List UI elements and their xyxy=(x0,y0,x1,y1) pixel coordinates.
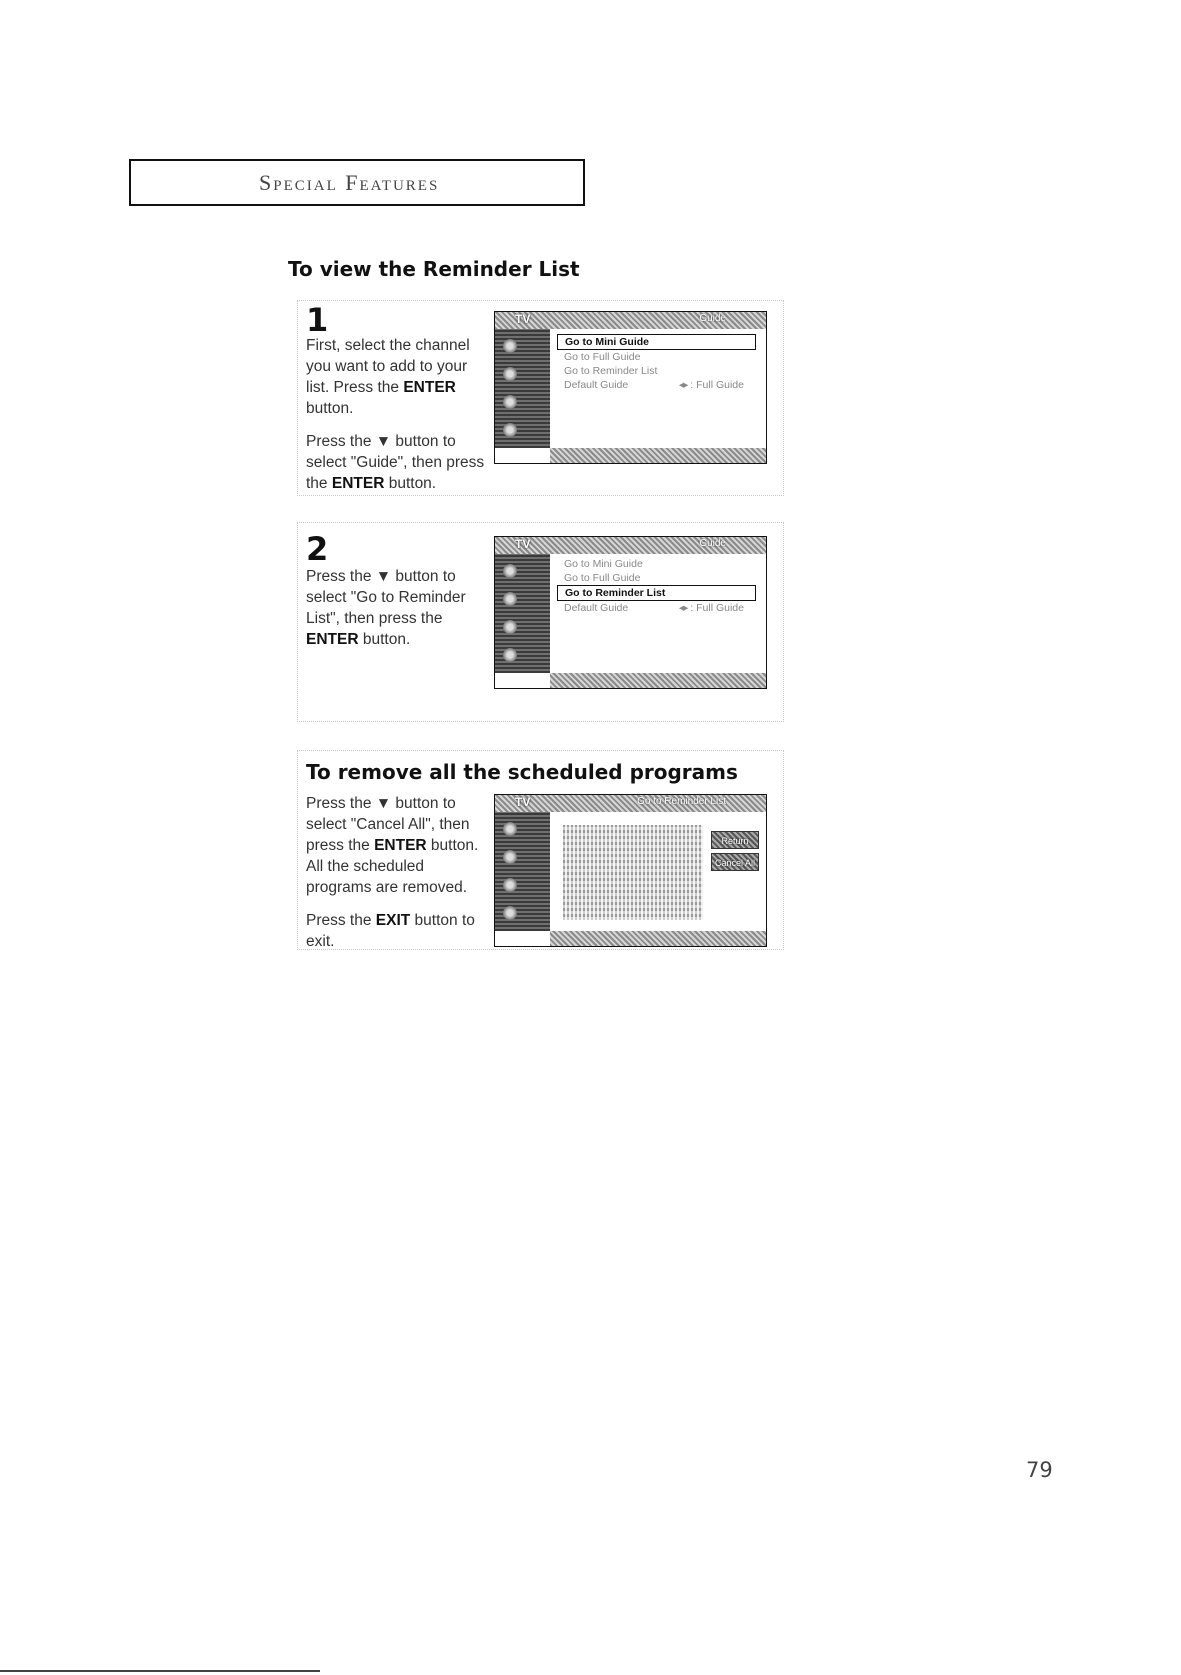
menu-icon xyxy=(503,564,517,578)
step2-para1: Press the ▼ button to select "Go to Reminder List", then press the ENTER button. xyxy=(306,568,466,648)
menu-icon xyxy=(503,822,517,836)
step2-number: 2 xyxy=(306,530,329,568)
screen-title-bar xyxy=(495,312,766,329)
menu-icon xyxy=(503,592,517,606)
menu-item-go-to-reminder-list[interactable]: Go to Reminder List xyxy=(557,585,756,601)
remove-para2: Press the EXIT button to exit. xyxy=(306,912,475,950)
step1-instructions xyxy=(306,335,491,506)
menu-icon xyxy=(503,648,517,662)
reminder-list-screen xyxy=(494,794,767,947)
tv-label: TV xyxy=(515,537,531,551)
screen-side-menu xyxy=(495,812,550,931)
menu-item-go-to-full-guide[interactable]: Go to Full Guide xyxy=(564,351,641,363)
step1-number: 1 xyxy=(306,301,329,339)
reminder-list-area xyxy=(563,825,703,920)
remove-para1: Press the ▼ button to select "Cancel All", then press the ENTER button. All the scheduled programs are removed. xyxy=(306,795,479,896)
step1-para2: Press the ▼ button to select "Guide", then press the ENTER button. xyxy=(306,433,485,492)
menu-icon xyxy=(503,367,517,381)
menu-icon xyxy=(503,423,517,437)
page-number: 79 xyxy=(1026,1458,1053,1482)
return-button[interactable]: Return xyxy=(711,831,759,849)
footer-rule xyxy=(0,1670,320,1672)
heading-view-reminder-list: To view the Reminder List xyxy=(288,257,580,281)
cancel-all-button[interactable]: Cancel All xyxy=(711,853,759,871)
screen-side-menu xyxy=(495,554,550,673)
default-guide-label: Default Guide xyxy=(564,379,629,391)
guide-menu xyxy=(557,557,756,615)
screen-title-bar xyxy=(495,537,766,554)
menu-item-go-to-mini-guide[interactable]: Go to Mini Guide xyxy=(557,334,756,350)
default-guide-label: Default Guide xyxy=(564,602,629,614)
screen-title: Guide xyxy=(699,538,726,549)
menu-item-go-to-full-guide[interactable]: Go to Full Guide xyxy=(564,572,641,584)
guide-menu xyxy=(557,334,756,392)
heading-remove-scheduled: To remove all the scheduled programs xyxy=(306,760,738,784)
section-header-box xyxy=(129,159,585,206)
menu-icon xyxy=(503,395,517,409)
screen-bottom-bar xyxy=(550,448,766,463)
menu-icon xyxy=(503,620,517,634)
remove-instructions xyxy=(306,793,491,964)
tv-label: TV xyxy=(515,312,531,326)
step2-guide-screen xyxy=(494,536,767,689)
menu-item-go-to-mini-guide[interactable]: Go to Mini Guide xyxy=(564,558,643,570)
left-right-arrows-icon: ◂▸ : Full Guide xyxy=(678,602,744,614)
menu-icon xyxy=(503,906,517,920)
menu-item-default-guide[interactable] xyxy=(557,378,756,392)
tv-label: TV xyxy=(515,795,531,809)
step1-guide-screen xyxy=(494,311,767,464)
section-title: Special Features xyxy=(259,169,440,195)
step1-para1: First, select the channel you want to add to your list. Press the ENTER button. xyxy=(306,337,470,417)
menu-item-go-to-reminder-list[interactable]: Go to Reminder List xyxy=(564,365,658,377)
screen-title-bar xyxy=(495,795,766,812)
menu-icon xyxy=(503,850,517,864)
step2-instructions xyxy=(306,566,491,662)
screen-bottom-bar xyxy=(550,673,766,688)
menu-item-default-guide[interactable] xyxy=(557,601,756,615)
screen-side-menu xyxy=(495,329,550,448)
screen-title: Go to Reminder List xyxy=(637,796,726,807)
menu-icon xyxy=(503,878,517,892)
screen-bottom-bar xyxy=(550,931,766,946)
screen-title: Guide xyxy=(699,313,726,324)
left-right-arrows-icon: ◂▸ : Full Guide xyxy=(678,379,744,391)
menu-icon xyxy=(503,339,517,353)
